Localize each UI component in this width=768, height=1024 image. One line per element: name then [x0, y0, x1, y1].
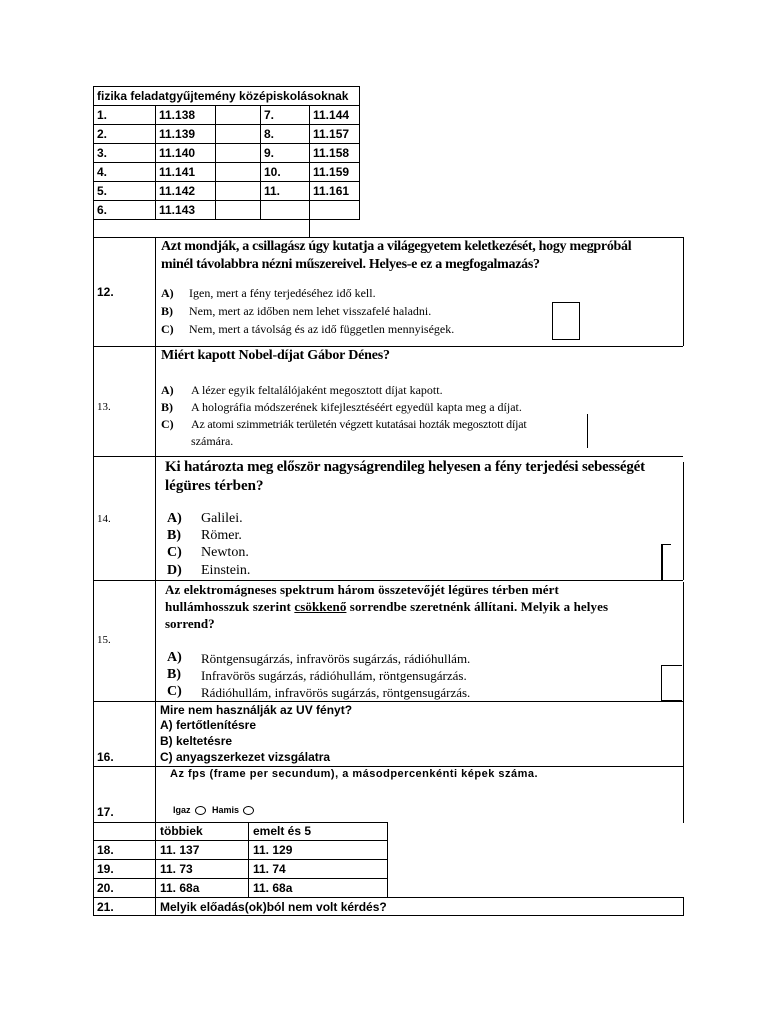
answer-box[interactable] [661, 665, 682, 701]
question-text: légüres térben? [165, 478, 264, 494]
question-text: hullámhosszuk szerint csökkenő sorrendbe szeretnénk állítani. Melyik a helyes [165, 599, 609, 614]
option-text: Az atomi szimmetriák területén végzett kutatásai hozták megosztott díjat [191, 417, 527, 431]
row-num: 11. [264, 184, 281, 198]
row-num: 19. [97, 862, 114, 876]
option-letter: C) [167, 684, 182, 699]
row-ref: 11. 73 [160, 862, 193, 876]
row-ref: 11.138 [159, 108, 196, 122]
option-letter: A) [167, 650, 182, 665]
option-letter: B) [167, 667, 181, 682]
answer-box[interactable] [661, 544, 671, 581]
question-text: sorrend? [165, 616, 215, 631]
option-letter: A) [161, 383, 174, 397]
question-number: 15. [97, 634, 111, 646]
option-letter: C) [161, 322, 174, 336]
option-text: Nem, mert az időben nem lehet visszafelé haladni. [189, 304, 432, 318]
option-text: A lézer egyik feltalálójaként megosztott díjat kapott. [191, 383, 443, 397]
row-num: 7. [264, 108, 275, 122]
false-label: Hamis [212, 805, 240, 815]
option-text: C) anyagszerkezet vizsgálatra [160, 750, 331, 764]
option-text: Galilei. [201, 511, 243, 526]
option-letter: D) [167, 563, 182, 578]
question-text: Melyik előadás(ok)ból nem volt kérdés? [160, 900, 387, 914]
option-letter: A) [161, 286, 174, 300]
option-text-continuation: számára. [191, 434, 234, 448]
row-ref: 11.144 [313, 108, 350, 122]
question-text: minél távolabbra nézni műszereivel. Helyes-e ez a megfogalmazás? [161, 257, 540, 272]
row-ref: 11.143 [159, 203, 196, 217]
row-num: 8. [264, 127, 275, 141]
row-num: 4. [97, 165, 108, 179]
question-number: 17. [97, 805, 114, 819]
option-text: Einstein. [201, 563, 251, 578]
row-num: 3. [97, 146, 108, 160]
row-num: 1. [97, 108, 108, 122]
option-text: A holográfia módszerének kifejlesztéséért egyedül kapta meg a díjat. [191, 400, 522, 414]
row-ref: 11.142 [159, 184, 196, 198]
false-radio[interactable] [243, 806, 254, 815]
true-label: Igaz [173, 805, 191, 815]
question-number: 14. [97, 513, 111, 525]
question-number: 13. [97, 401, 111, 413]
option-letter: C) [161, 417, 174, 431]
option-text: B) keltetésre [160, 734, 233, 748]
question-number: 16. [97, 750, 114, 764]
question-text: Az fps (frame per secundum), a másodpercenkénti képek száma. [170, 768, 539, 780]
option-text: Röntgensugárzás, infravörös sugárzás, rádióhullám. [201, 651, 471, 666]
option-text: Nem, mert a távolság és az idő független mennyiségek. [189, 322, 455, 336]
row-ref: 11.141 [159, 165, 196, 179]
question-text: Ki határozta meg először nagyságrendileg helyesen a fény terjedési sebességét [165, 459, 645, 475]
question-text: Mire nem használják az UV fényt? [160, 703, 353, 717]
question-number: 12. [97, 285, 114, 299]
option-text: Rádióhullám, infravörös sugárzás, röntgensugárzás. [201, 685, 471, 700]
row-num: 18. [97, 843, 114, 857]
row-num: 20. [97, 881, 114, 895]
row-num: 5. [97, 184, 108, 198]
option-text: A) fertőtlenítésre [160, 718, 257, 732]
question-text: Miért kapott Nobel-díjat Gábor Dénes? [161, 348, 390, 363]
row-ref: 11. 68a [160, 881, 200, 895]
row-ref: 11. 129 [253, 843, 293, 857]
option-letter: A) [167, 511, 182, 526]
row-num: 6. [97, 203, 108, 217]
option-letter: B) [161, 400, 173, 414]
row-ref: 11.140 [159, 146, 196, 160]
row-ref: 11. 74 [253, 862, 286, 876]
answer-box[interactable] [552, 302, 580, 340]
row-num: 10. [264, 165, 281, 179]
true-radio[interactable] [195, 806, 206, 815]
question-text: Az elektromágneses spektrum három összetevőjét légüres térben mért [165, 582, 559, 597]
header-table-title: fizika feladatgyűjtemény középiskolásoknak [97, 89, 349, 103]
question-text: Azt mondják, a csillagász úgy kutatja a világegyetem keletkezését, hogy megpróbál [161, 239, 632, 254]
row-ref: 11.158 [313, 146, 350, 160]
row-ref: 11.139 [159, 127, 196, 141]
row-ref: 11.157 [313, 127, 350, 141]
row-ref: 11.159 [313, 165, 350, 179]
row-ref: 11. 137 [160, 843, 200, 857]
true-false-options [173, 805, 258, 815]
row-num: 9. [264, 146, 275, 160]
option-text: Igen, mert a fény terjedéséhez idő kell. [189, 286, 376, 300]
option-letter: C) [167, 545, 182, 560]
question-number: 21. [97, 900, 114, 914]
option-letter: B) [167, 528, 181, 543]
row-ref: 11.161 [313, 184, 350, 198]
option-text: Römer. [201, 528, 242, 543]
row-ref: 11. 68a [253, 881, 293, 895]
option-text: Newton. [201, 545, 249, 560]
column-header: emelt és 5 [253, 824, 312, 838]
column-header: többiek [160, 824, 203, 838]
option-text: Infravörös sugárzás, rádióhullám, röntgensugárzás. [201, 668, 467, 683]
row-num: 2. [97, 127, 108, 141]
option-letter: B) [161, 304, 173, 318]
